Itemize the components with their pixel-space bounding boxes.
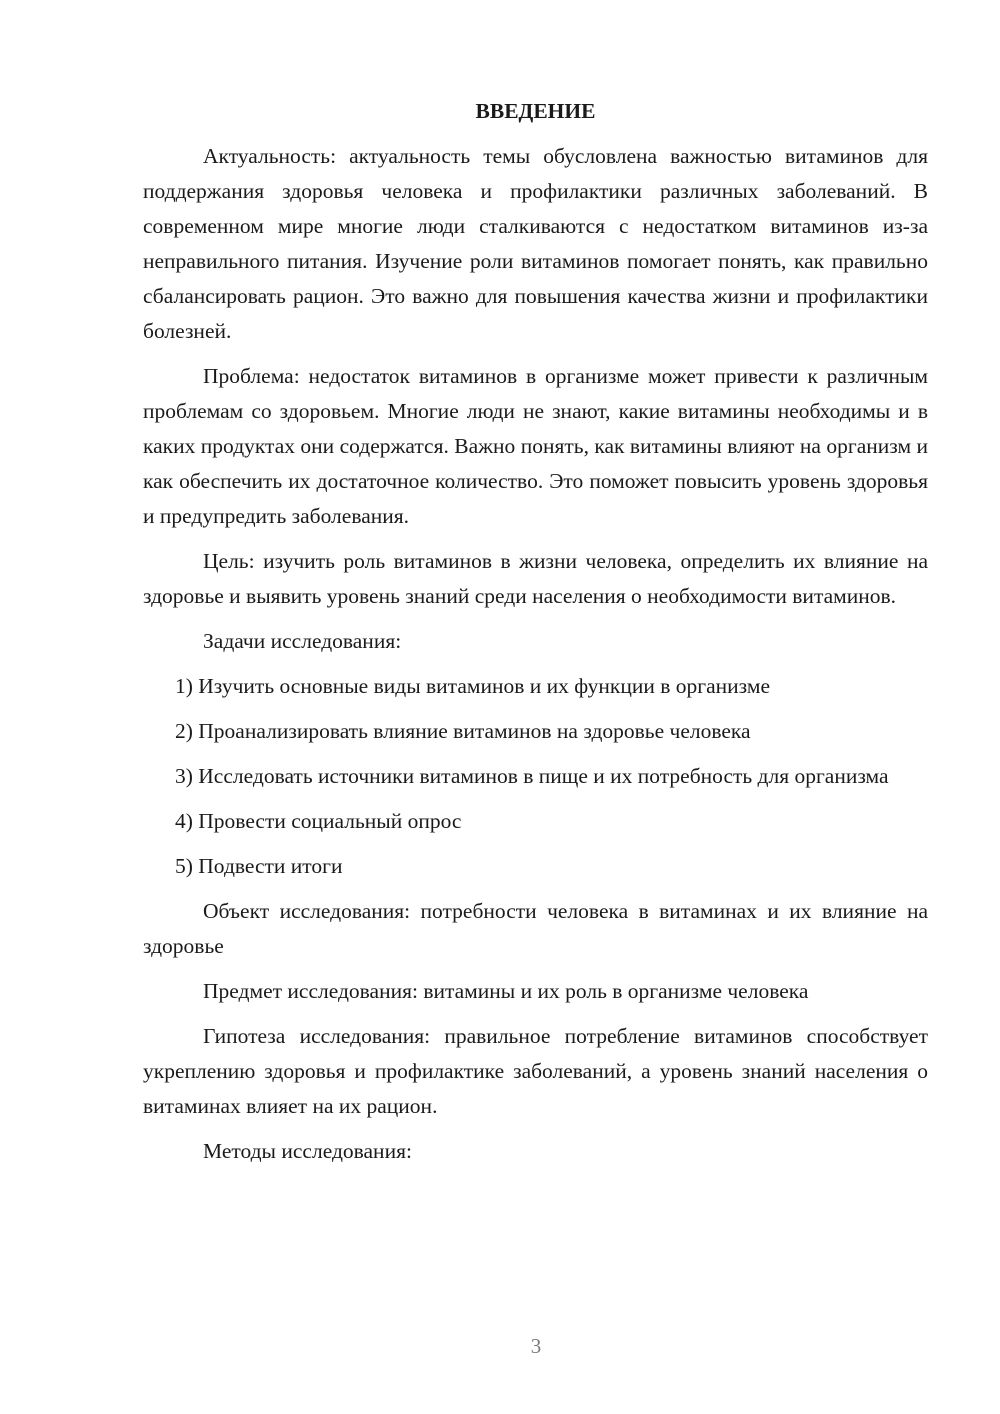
problem-paragraph: Проблема: недостаток витаминов в организме может привести к различным проблемам со здоровьем. Многие люди не знают, какие витамины необходимы и в каких продуктах они содержатся. Важно понять, как витамины влияют на организм и как обеспечить их достаточное количество. Это поможет повысить уровень здоровья и предупредить заболевания.: [143, 364, 928, 528]
page-number: 3: [530, 1334, 542, 1358]
task-item-2: 2) Проанализировать влияние витаминов на здоровье человека: [175, 719, 751, 743]
task-item-5: 5) Подвести итоги: [175, 854, 343, 878]
task-item-3: 3) Исследовать источники витаминов в пище и их потребность для организма: [175, 764, 889, 788]
methods-heading: Методы исследования:: [203, 1139, 412, 1163]
hypothesis-paragraph: Гипотеза исследования: правильное потребление витаминов способствует укреплению здоровья и профилактике заболеваний, а уровень знаний населения о витаминах влияет на их рацион.: [143, 1024, 928, 1118]
object-paragraph: Объект исследования: потребности человека в витаминах и их влияние на здоровье: [143, 899, 928, 958]
page-content: [143, 96, 928, 1179]
section-title: ВВЕДЕНИЕ: [475, 99, 596, 123]
task-item-1: 1) Изучить основные виды витаминов и их функции в организме: [175, 674, 771, 698]
task-item-4: 4) Провести социальный опрос: [175, 809, 462, 833]
subject-paragraph: Предмет исследования: витамины и их роль в организме человека: [203, 979, 809, 1003]
relevance-paragraph: Актуальность: актуальность темы обусловлена важностью витаминов для поддержания здоровья человека и профилактики различных заболеваний. В современном мире многие люди сталкиваются с недостатком витаминов из-за неправильного питания. Изучение роли витаминов помогает понять, как правильно сбалансировать рацион. Это важно для повышения качества жизни и профилактики болезней.: [143, 144, 928, 343]
goal-paragraph: Цель: изучить роль витаминов в жизни человека, определить их влияние на здоровье и выявить уровень знаний среди населения о необходимости витаминов.: [143, 549, 928, 608]
tasks-heading: Задачи исследования:: [203, 629, 402, 653]
